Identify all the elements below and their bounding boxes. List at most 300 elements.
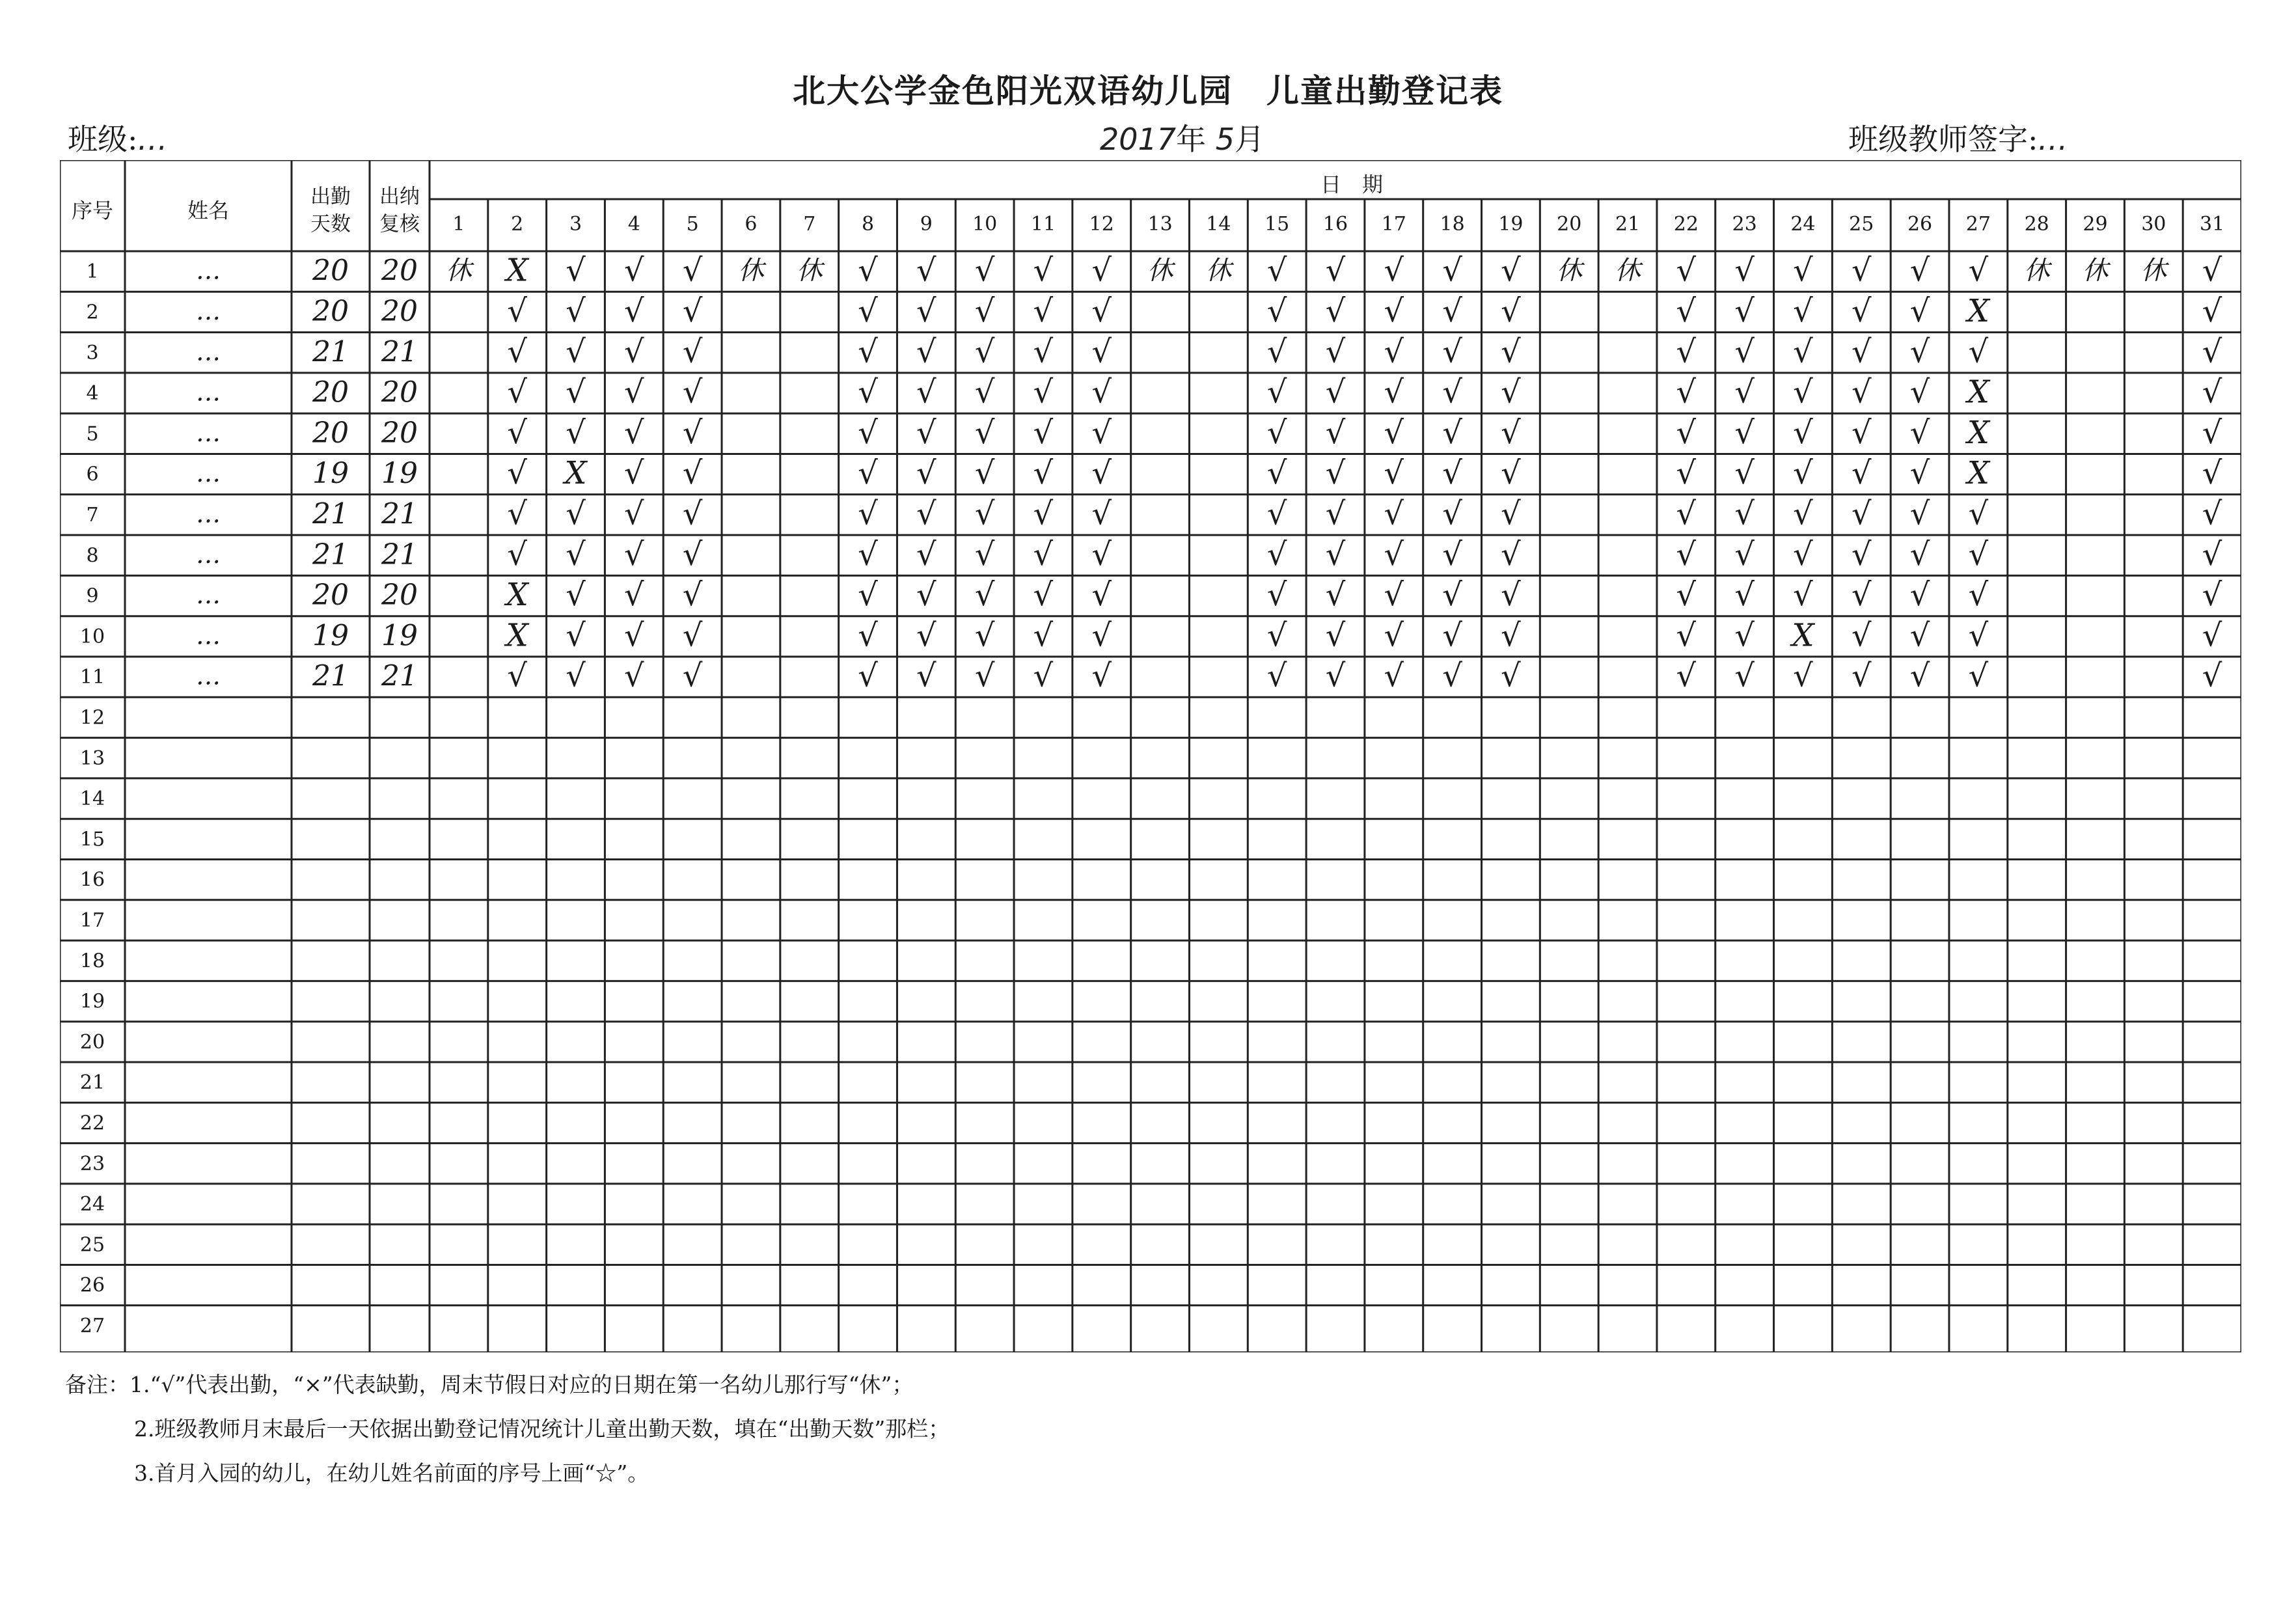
- attendance-mark: √: [1734, 495, 1755, 532]
- day-header: 26: [1907, 213, 1933, 236]
- attendance-mark: √: [1091, 414, 1112, 451]
- attendance-mark: √: [1968, 577, 1989, 614]
- attendance-mark: √: [1384, 495, 1404, 532]
- attendance-mark: √: [1325, 657, 1346, 694]
- day-header: 31: [2200, 213, 2225, 236]
- attendance-mark: √: [1325, 577, 1346, 614]
- attendance-mark: √: [1325, 536, 1346, 573]
- row-name: …: [196, 256, 221, 285]
- attendance-mark: √: [858, 577, 878, 614]
- attendance-mark: √: [1033, 414, 1054, 451]
- attendance-mark: √: [1793, 657, 1813, 694]
- row-check-days: 19: [381, 619, 418, 653]
- attendance-mark: √: [2202, 617, 2222, 654]
- attendance-mark: 休: [1205, 256, 1232, 286]
- attendance-mark: √: [1442, 617, 1462, 654]
- row-check-days: 19: [381, 457, 418, 491]
- attendance-mark: √: [1033, 495, 1054, 532]
- row-attendance-days: 19: [312, 457, 349, 491]
- row-attendance-days: 21: [312, 335, 349, 369]
- attendance-mark: √: [858, 536, 878, 573]
- attendance-mark: √: [1851, 374, 1872, 411]
- row-check-days: 21: [381, 497, 418, 531]
- attendance-mark: √: [1442, 536, 1462, 573]
- attendance-mark: √: [1384, 657, 1404, 694]
- row-name: …: [196, 621, 221, 650]
- attendance-mark: 休: [1147, 256, 1173, 286]
- attendance-mark: √: [858, 495, 878, 532]
- attendance-mark: √: [1384, 455, 1404, 492]
- attendance-mark: √: [507, 333, 528, 370]
- attendance-mark: 休: [737, 256, 764, 286]
- attendance-mark: √: [1851, 455, 1872, 492]
- attendance-mark: √: [916, 617, 936, 654]
- attendance-mark: √: [624, 455, 644, 492]
- attendance-mark: √: [1851, 414, 1872, 451]
- attendance-mark: √: [1325, 617, 1346, 654]
- attendance-mark: √: [682, 414, 703, 451]
- table-body: [80, 253, 2222, 1337]
- row-name: …: [196, 540, 221, 569]
- row-seq: 22: [79, 1112, 105, 1135]
- attendance-mark: √: [682, 657, 703, 694]
- attendance-mark: √: [916, 495, 936, 532]
- attendance-mark: √: [507, 292, 528, 329]
- attendance-mark: X: [1967, 374, 1989, 411]
- teacher-signature-field: [1848, 116, 2068, 159]
- attendance-mark: √: [566, 495, 586, 532]
- attendance-mark: X: [1967, 292, 1989, 329]
- attendance-mark: √: [1091, 455, 1112, 492]
- attendance-mark: √: [1091, 617, 1112, 654]
- attendance-mark: √: [1968, 252, 1989, 289]
- attendance-mark: √: [507, 657, 528, 694]
- attendance-mark: √: [1793, 455, 1813, 492]
- row-name: …: [196, 459, 221, 488]
- day-header: 30: [2141, 213, 2166, 236]
- note-3: 3.首月入园的幼儿，在幼儿姓名前面的序号上画“☆”。: [134, 1460, 649, 1486]
- row-seq: 4: [86, 382, 99, 405]
- class-field: [68, 116, 168, 159]
- attendance-mark: √: [624, 577, 644, 614]
- attendance-mark: √: [1091, 374, 1112, 411]
- header-days-2: 天数: [310, 212, 351, 236]
- attendance-mark: √: [1734, 292, 1755, 329]
- row-check-days: 20: [381, 579, 418, 612]
- attendance-mark: √: [1384, 617, 1404, 654]
- attendance-mark: √: [1734, 455, 1755, 492]
- attendance-mark: √: [1676, 292, 1697, 329]
- day-header: 21: [1615, 213, 1641, 236]
- attendance-mark: √: [682, 536, 703, 573]
- attendance-mark: √: [1442, 495, 1462, 532]
- attendance-mark: √: [2202, 455, 2222, 492]
- attendance-mark: √: [507, 536, 528, 573]
- row-seq: 19: [79, 990, 105, 1013]
- attendance-mark: √: [1793, 577, 1813, 614]
- attendance-mark: √: [1909, 414, 1930, 451]
- note-1: 备注：1.“√”代表出勤，“×”代表缺勤，周末节假日对应的日期在第一名幼儿那行写“休”；: [65, 1372, 914, 1397]
- attendance-mark: √: [858, 657, 878, 694]
- attendance-mark: √: [507, 495, 528, 532]
- attendance-mark: √: [1091, 495, 1112, 532]
- attendance-mark: √: [682, 455, 703, 492]
- attendance-mark: X: [506, 252, 528, 289]
- attendance-mark: √: [1734, 657, 1755, 694]
- attendance-mark: √: [507, 455, 528, 492]
- row-attendance-days: 20: [312, 254, 349, 288]
- attendance-mark: X: [1967, 455, 1989, 492]
- day-header: 17: [1381, 213, 1406, 236]
- row-name: …: [196, 296, 221, 325]
- attendance-mark: √: [1676, 252, 1697, 289]
- attendance-mark: 休: [796, 256, 823, 286]
- attendance-mark: √: [974, 333, 995, 370]
- attendance-mark: √: [2202, 374, 2222, 411]
- attendance-mark: √: [1325, 495, 1346, 532]
- attendance-mark: √: [624, 292, 644, 329]
- attendance-mark: √: [858, 252, 878, 289]
- attendance-mark: √: [1033, 536, 1054, 573]
- attendance-mark: √: [566, 536, 586, 573]
- attendance-mark: √: [1501, 657, 1521, 694]
- row-attendance-days: 20: [312, 376, 349, 409]
- attendance-mark: X: [564, 455, 587, 492]
- attendance-mark: √: [1442, 455, 1462, 492]
- attendance-mark: √: [916, 333, 936, 370]
- attendance-mark: √: [1851, 252, 1872, 289]
- day-header: 1: [452, 213, 465, 236]
- row-attendance-days: 19: [312, 619, 349, 653]
- day-header: 8: [862, 213, 875, 236]
- attendance-mark: √: [1734, 333, 1755, 370]
- attendance-mark: √: [1968, 536, 1989, 573]
- attendance-mark: √: [1851, 333, 1872, 370]
- year-value: 2017: [1100, 122, 1177, 157]
- attendance-mark: √: [1851, 495, 1872, 532]
- attendance-mark: √: [1325, 374, 1346, 411]
- attendance-mark: √: [1968, 495, 1989, 532]
- attendance-mark: √: [1384, 577, 1404, 614]
- attendance-table: [60, 160, 2241, 1352]
- attendance-mark: √: [566, 577, 586, 614]
- attendance-mark: √: [1676, 455, 1697, 492]
- note-2: 2.班级教师月末最后一天依据出勤登记情况统计儿童出勤天数，填在“出勤天数”那栏；: [134, 1416, 950, 1442]
- day-header: 7: [803, 213, 816, 236]
- attendance-mark: √: [624, 617, 644, 654]
- attendance-mark: √: [2202, 536, 2222, 573]
- attendance-mark: √: [624, 414, 644, 451]
- row-seq: 26: [79, 1274, 105, 1297]
- day-header: 28: [2024, 213, 2049, 236]
- month-value: 5: [1215, 122, 1235, 157]
- day-header: 14: [1206, 213, 1231, 236]
- header-check-2: 复核: [379, 212, 420, 236]
- attendance-mark: √: [1676, 536, 1697, 573]
- attendance-mark: √: [682, 577, 703, 614]
- attendance-mark: √: [1501, 292, 1521, 329]
- row-name: …: [196, 337, 221, 366]
- attendance-mark: √: [1851, 657, 1872, 694]
- attendance-mark: √: [858, 414, 878, 451]
- attendance-mark: √: [566, 252, 586, 289]
- row-seq: 16: [79, 868, 105, 892]
- attendance-mark: √: [916, 292, 936, 329]
- month-label: 月: [1234, 122, 1264, 157]
- attendance-mark: √: [1384, 536, 1404, 573]
- row-seq: 7: [86, 503, 99, 527]
- attendance-mark: √: [1793, 333, 1813, 370]
- row-name: …: [196, 499, 221, 528]
- attendance-mark: √: [1793, 495, 1813, 532]
- attendance-mark: √: [624, 657, 644, 694]
- attendance-mark: √: [1442, 577, 1462, 614]
- attendance-mark: √: [682, 495, 703, 532]
- attendance-mark: √: [1501, 414, 1521, 451]
- date-field: [1100, 116, 1264, 159]
- attendance-mark: √: [1384, 414, 1404, 451]
- header-check-1: 出纳: [379, 185, 420, 209]
- row-seq: 3: [86, 341, 99, 364]
- day-header: 11: [1030, 213, 1056, 236]
- attendance-mark: √: [507, 374, 528, 411]
- attendance-mark: √: [858, 617, 878, 654]
- attendance-mark: √: [1266, 495, 1287, 532]
- attendance-mark: √: [1676, 414, 1697, 451]
- attendance-mark: √: [1909, 455, 1930, 492]
- attendance-mark: √: [1851, 536, 1872, 573]
- attendance-mark: √: [1033, 374, 1054, 411]
- attendance-mark: √: [1325, 292, 1346, 329]
- attendance-mark: √: [1442, 414, 1462, 451]
- attendance-mark: √: [1442, 657, 1462, 694]
- row-seq: 20: [79, 1030, 105, 1054]
- attendance-mark: √: [858, 333, 878, 370]
- attendance-mark: √: [1851, 292, 1872, 329]
- day-header: 15: [1264, 213, 1290, 236]
- attendance-mark: √: [1851, 577, 1872, 614]
- row-name: …: [196, 377, 221, 407]
- attendance-mark: √: [682, 617, 703, 654]
- attendance-mark: √: [1501, 455, 1521, 492]
- row-seq: 2: [86, 301, 99, 324]
- attendance-mark: X: [506, 617, 528, 654]
- row-name: …: [196, 418, 221, 447]
- attendance-mark: √: [1734, 414, 1755, 451]
- row-seq: 8: [86, 544, 99, 568]
- row-seq: 10: [79, 625, 105, 648]
- attendance-mark: √: [974, 414, 995, 451]
- day-header: 4: [627, 213, 640, 236]
- attendance-mark: √: [916, 414, 936, 451]
- attendance-mark: √: [1091, 577, 1112, 614]
- day-header: 25: [1849, 213, 1874, 236]
- row-seq: 1: [86, 260, 99, 284]
- row-attendance-days: 21: [312, 497, 349, 531]
- attendance-mark: √: [974, 617, 995, 654]
- row-seq: 9: [86, 584, 99, 608]
- row-seq: 24: [79, 1193, 105, 1216]
- attendance-mark: √: [1968, 333, 1989, 370]
- attendance-mark: √: [1033, 617, 1054, 654]
- attendance-mark: √: [1442, 333, 1462, 370]
- attendance-mark: √: [1033, 577, 1054, 614]
- attendance-mark: √: [566, 292, 586, 329]
- attendance-mark: √: [624, 252, 644, 289]
- row-check-days: 20: [381, 416, 418, 450]
- attendance-mark: √: [1091, 536, 1112, 573]
- attendance-mark: √: [566, 657, 586, 694]
- row-seq: 5: [86, 422, 99, 446]
- attendance-mark: 休: [1615, 256, 1641, 286]
- header-dates: 日 期: [1320, 172, 1384, 197]
- teacher-signature: …: [2038, 122, 2068, 157]
- attendance-mark: √: [1793, 374, 1813, 411]
- attendance-mark: √: [1266, 414, 1287, 451]
- attendance-mark: √: [507, 414, 528, 451]
- attendance-mark: 休: [445, 256, 472, 286]
- attendance-mark: √: [1033, 333, 1054, 370]
- attendance-mark: √: [1091, 252, 1112, 289]
- header-seq: 序号: [71, 198, 114, 223]
- class-value: …: [137, 122, 168, 157]
- day-header: 27: [1965, 213, 1991, 236]
- attendance-mark: √: [1501, 577, 1521, 614]
- row-seq: 27: [79, 1314, 105, 1337]
- attendance-mark: √: [1909, 617, 1930, 654]
- row-attendance-days: 20: [312, 579, 349, 612]
- attendance-mark: √: [1676, 577, 1697, 614]
- attendance-mark: √: [1091, 292, 1112, 329]
- attendance-mark: √: [1033, 455, 1054, 492]
- attendance-mark: √: [1676, 333, 1697, 370]
- attendance-mark: √: [566, 333, 586, 370]
- row-attendance-days: 20: [312, 416, 349, 450]
- attendance-mark: √: [974, 536, 995, 573]
- day-header: 6: [745, 213, 758, 236]
- attendance-mark: √: [1968, 657, 1989, 694]
- attendance-mark: √: [974, 495, 995, 532]
- attendance-mark: √: [566, 374, 586, 411]
- day-header: 29: [2083, 213, 2108, 236]
- attendance-mark: √: [2202, 252, 2222, 289]
- attendance-mark: √: [1266, 252, 1287, 289]
- day-header: 10: [972, 213, 998, 236]
- attendance-mark: √: [974, 455, 995, 492]
- table-header: [72, 172, 1383, 236]
- attendance-mark: √: [1325, 455, 1346, 492]
- attendance-mark: √: [566, 414, 586, 451]
- attendance-mark: √: [1501, 252, 1521, 289]
- attendance-mark: √: [566, 617, 586, 654]
- attendance-mark: √: [1325, 414, 1346, 451]
- attendance-mark: √: [1793, 414, 1813, 451]
- attendance-mark: √: [1676, 374, 1697, 411]
- attendance-mark: √: [1266, 657, 1287, 694]
- attendance-mark: √: [1909, 577, 1930, 614]
- row-seq: 6: [86, 463, 99, 486]
- header-days-1: 出勤: [310, 185, 351, 209]
- attendance-mark: √: [682, 252, 703, 289]
- row-seq: 12: [79, 706, 105, 730]
- attendance-mark: √: [1384, 292, 1404, 329]
- attendance-mark: 休: [2023, 256, 2050, 286]
- day-header: 18: [1440, 213, 1465, 236]
- attendance-mark: √: [1501, 617, 1521, 654]
- attendance-mark: √: [1266, 617, 1287, 654]
- attendance-mark: √: [1793, 292, 1813, 329]
- attendance-mark: √: [1793, 536, 1813, 573]
- attendance-mark: √: [2202, 292, 2222, 329]
- attendance-mark: √: [1734, 252, 1755, 289]
- day-header: 13: [1147, 213, 1173, 236]
- row-name: …: [196, 581, 221, 610]
- attendance-mark: √: [1033, 657, 1054, 694]
- attendance-mark: √: [2202, 495, 2222, 532]
- attendance-mark: √: [974, 374, 995, 411]
- day-header: 12: [1089, 213, 1114, 236]
- row-seq: 25: [79, 1233, 105, 1257]
- attendance-mark: √: [2202, 657, 2222, 694]
- attendance-mark: √: [916, 536, 936, 573]
- date-headers: [452, 213, 2224, 236]
- attendance-mark: √: [916, 577, 936, 614]
- attendance-mark: √: [1909, 374, 1930, 411]
- attendance-mark: 休: [1556, 256, 1583, 286]
- day-header: 9: [920, 213, 933, 236]
- attendance-mark: √: [1909, 252, 1930, 289]
- attendance-mark: √: [1266, 374, 1287, 411]
- attendance-mark: √: [1325, 252, 1346, 289]
- attendance-mark: √: [1384, 252, 1404, 289]
- day-header: 3: [569, 213, 582, 236]
- attendance-mark: √: [624, 333, 644, 370]
- row-seq: 11: [79, 666, 105, 689]
- attendance-mark: √: [1676, 617, 1697, 654]
- attendance-mark: √: [1384, 333, 1404, 370]
- row-seq: 17: [79, 909, 105, 932]
- attendance-mark: √: [1968, 617, 1989, 654]
- attendance-mark: √: [1734, 374, 1755, 411]
- row-seq: 14: [79, 787, 105, 811]
- attendance-mark: √: [1091, 657, 1112, 694]
- attendance-mark: √: [916, 374, 936, 411]
- attendance-mark: √: [974, 252, 995, 289]
- attendance-mark: √: [1266, 455, 1287, 492]
- attendance-mark: √: [2202, 414, 2222, 451]
- attendance-mark: √: [1266, 333, 1287, 370]
- attendance-mark: √: [1676, 657, 1697, 694]
- row-check-days: 20: [381, 294, 418, 328]
- row-seq: 21: [79, 1071, 105, 1095]
- attendance-mark: √: [624, 536, 644, 573]
- attendance-mark: √: [1442, 374, 1462, 411]
- attendance-mark: √: [1033, 292, 1054, 329]
- attendance-mark: √: [1501, 495, 1521, 532]
- row-check-days: 20: [381, 254, 418, 288]
- year-label: 年: [1176, 122, 1207, 157]
- class-label: 班级:: [68, 122, 138, 157]
- row-seq: 18: [79, 950, 105, 973]
- row-check-days: 21: [381, 335, 418, 369]
- attendance-mark: √: [1909, 536, 1930, 573]
- row-seq: 13: [79, 746, 105, 770]
- teacher-label: 班级教师签字:: [1848, 122, 2038, 157]
- form-title: 北大公学金色阳光双语幼儿园 儿童出勤登记表: [793, 72, 1503, 110]
- attendance-mark: √: [682, 374, 703, 411]
- attendance-mark: 休: [2082, 256, 2109, 286]
- attendance-mark: √: [1442, 292, 1462, 329]
